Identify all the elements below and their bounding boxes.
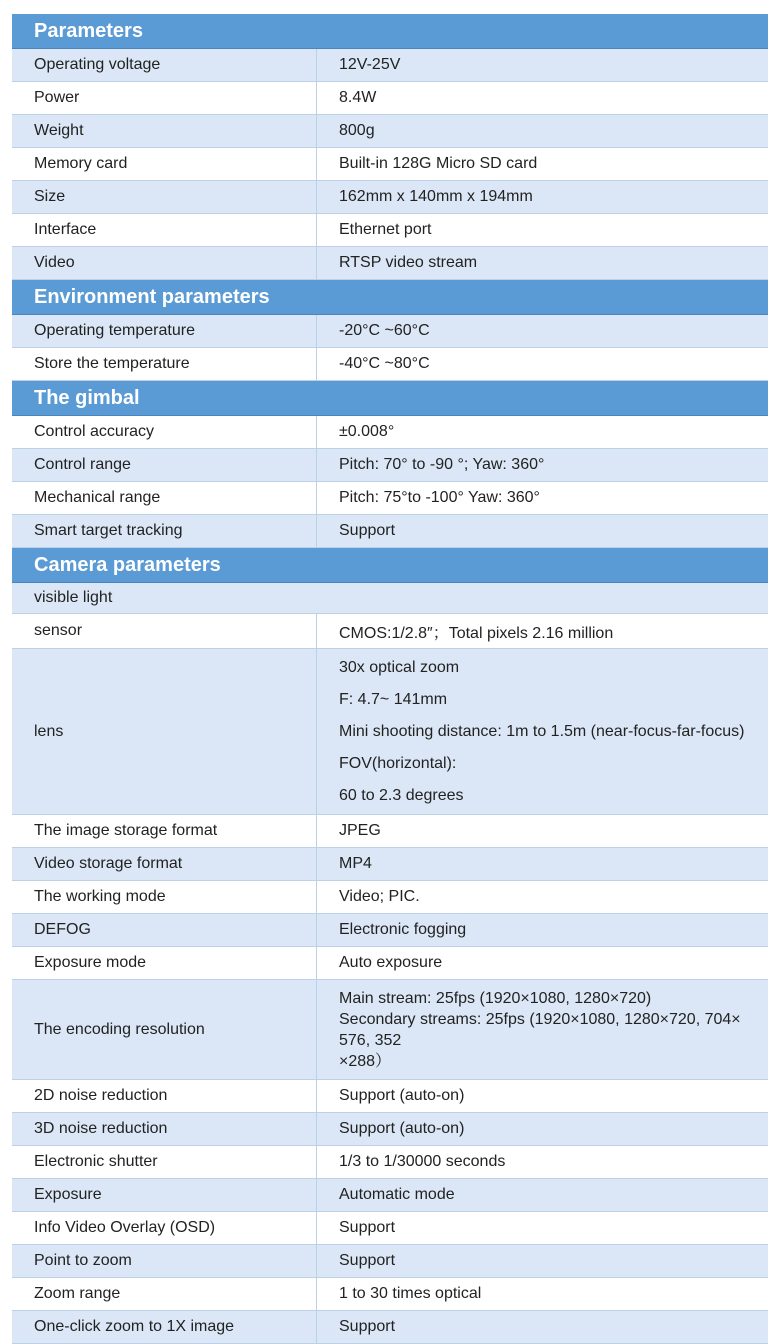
row-key: Operating voltage: [12, 49, 317, 81]
row-value: ±0.008°: [339, 423, 395, 440]
table-row: [12, 515, 768, 548]
row-value: 12V-25V: [339, 56, 401, 73]
row-key: 3D noise reduction: [12, 1113, 317, 1145]
table-row: [12, 82, 768, 115]
row-key: sensor: [12, 614, 317, 648]
row-key: Control range: [12, 449, 317, 481]
row-value: Support (auto-on): [339, 1087, 465, 1104]
table-row: [12, 449, 768, 482]
table-row: [12, 881, 768, 914]
table-row: [12, 1113, 768, 1146]
table-row: [12, 181, 768, 214]
table-row: [12, 482, 768, 515]
row-value: MP4: [339, 855, 372, 872]
row-key: The working mode: [12, 881, 317, 913]
row-key: lens: [12, 649, 317, 814]
table-row: [12, 315, 768, 348]
table-row: [12, 1311, 768, 1344]
encoding-line: 576, 352: [339, 1031, 402, 1049]
lens-line: 30x optical zoom: [339, 658, 460, 676]
table-row: [12, 49, 768, 82]
row-value: Auto exposure: [339, 954, 443, 971]
row-value: Video; PIC.: [339, 888, 420, 905]
table-row: [12, 148, 768, 181]
table-row: [12, 416, 768, 449]
row-key: The image storage format: [12, 815, 317, 847]
row-value: 162mm x 140mm x 194mm: [339, 188, 533, 205]
row-value: Pitch: 75°to -100° Yaw: 360°: [339, 489, 540, 506]
row-value: [317, 649, 768, 814]
table-row: [12, 947, 768, 980]
row-value: Support (auto-on): [339, 1120, 465, 1137]
row-key: Exposure mode: [12, 947, 317, 979]
row-value: Built-in 128G Micro SD card: [339, 155, 538, 172]
section-header-camera: Camera parameters: [12, 548, 768, 583]
table-row: [12, 614, 768, 649]
row-value: -40°C ~80°C: [339, 355, 430, 372]
spec-table: [12, 14, 768, 1344]
lens-line: F: 4.7~ 141mm: [339, 690, 448, 708]
row-key: Exposure: [12, 1179, 317, 1211]
row-value: [317, 980, 768, 1079]
table-row: [12, 1212, 768, 1245]
table-row: [12, 815, 768, 848]
row-value: 1/3 to 1/30000 seconds: [339, 1153, 506, 1170]
row-key: One-click zoom to 1X image: [12, 1311, 317, 1343]
row-key: Power: [12, 82, 317, 114]
row-key: Interface: [12, 214, 317, 246]
table-row-lens: [12, 649, 768, 815]
row-value: 1 to 30 times optical: [339, 1285, 482, 1302]
row-key: Weight: [12, 115, 317, 147]
row-key: 2D noise reduction: [12, 1080, 317, 1112]
row-key: Point to zoom: [12, 1245, 317, 1277]
row-key: Memory card: [12, 148, 317, 180]
row-value: Support: [339, 522, 396, 539]
table-row: [12, 1080, 768, 1113]
section-header-environment: Environment parameters: [12, 280, 768, 315]
row-value: -20°C ~60°C: [339, 322, 430, 339]
table-row: [12, 914, 768, 947]
row-key: visible light: [34, 589, 113, 606]
table-row: [12, 1245, 768, 1278]
row-value: Automatic mode: [339, 1186, 455, 1203]
encoding-line: Main stream: 25fps (1920×1080, 1280×720): [339, 989, 652, 1007]
lens-line: 60 to 2.3 degrees: [339, 786, 464, 804]
row-key: Info Video Overlay (OSD): [12, 1212, 317, 1244]
row-value: JPEG: [339, 822, 381, 839]
row-value: Electronic fogging: [339, 921, 467, 938]
table-row-visible-light: [12, 583, 768, 614]
row-value: Support: [339, 1252, 396, 1269]
lens-line: FOV(horizontal):: [339, 754, 457, 772]
row-value: RTSP video stream: [339, 254, 478, 271]
row-value: Pitch: 70° to -90 °; Yaw: 360°: [339, 456, 545, 473]
table-row: [12, 1278, 768, 1311]
row-value: Support: [339, 1219, 396, 1236]
table-row: [12, 214, 768, 247]
table-row: [12, 247, 768, 280]
row-value: 800g: [339, 122, 375, 139]
section-header-gimbal: The gimbal: [12, 381, 768, 416]
encoding-line: Secondary streams: 25fps (1920×1080, 1280×720, 704×: [339, 1010, 741, 1028]
row-value: CMOS:1/2.8″；Total pixels 2.16 million: [339, 624, 614, 642]
lens-line: Mini shooting distance: 1m to 1.5m (near-focus-far-focus): [339, 722, 745, 740]
row-key: DEFOG: [12, 914, 317, 946]
table-row: [12, 1146, 768, 1179]
row-value: Support: [339, 1318, 396, 1335]
table-row-encoding: [12, 980, 768, 1080]
row-key: The encoding resolution: [12, 980, 317, 1079]
table-row: [12, 115, 768, 148]
row-key: Operating temperature: [12, 315, 317, 347]
row-key: Mechanical range: [12, 482, 317, 514]
row-key: Electronic shutter: [12, 1146, 317, 1178]
table-row: [12, 848, 768, 881]
table-row: [12, 1179, 768, 1212]
section-header-parameters: Parameters: [12, 14, 768, 49]
table-row: [12, 348, 768, 381]
row-key: Smart target tracking: [12, 515, 317, 547]
row-value: 8.4W: [339, 89, 377, 106]
row-value: Ethernet port: [339, 221, 432, 238]
row-key: Video: [12, 247, 317, 279]
encoding-line: ×288）: [339, 1052, 392, 1070]
row-key: Store the temperature: [12, 348, 317, 380]
row-key: Size: [12, 181, 317, 213]
row-key: Zoom range: [12, 1278, 317, 1310]
row-key: Control accuracy: [12, 416, 317, 448]
row-key: Video storage format: [12, 848, 317, 880]
